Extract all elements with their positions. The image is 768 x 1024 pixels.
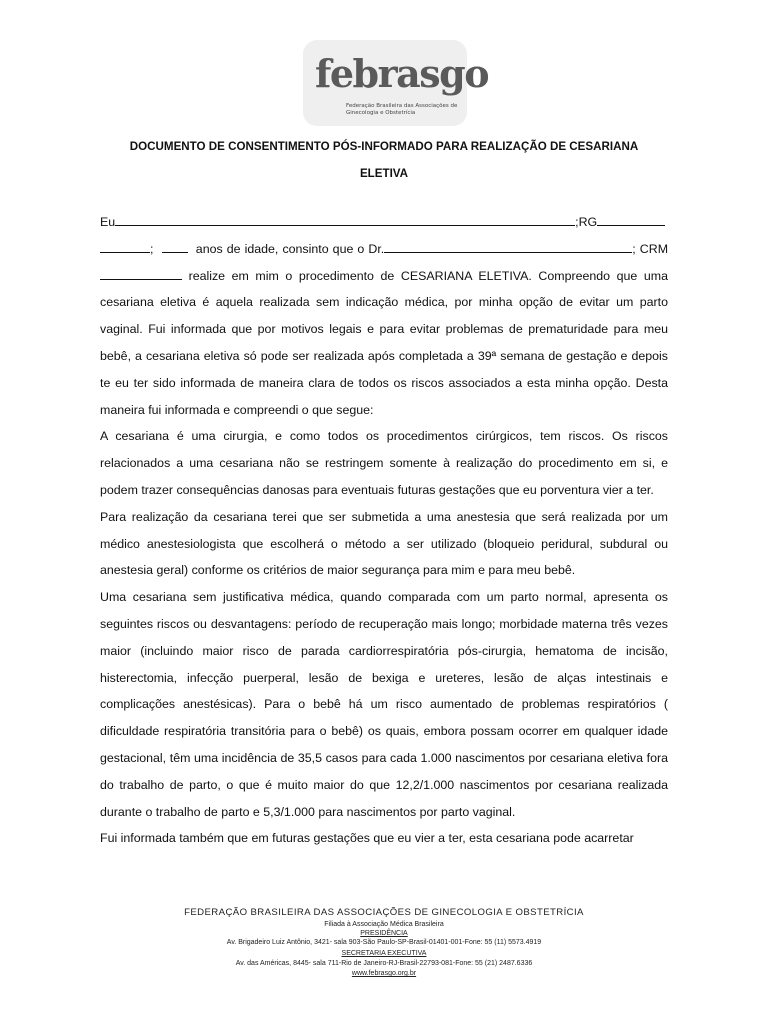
age-text: anos de idade, consinto que o Dr.: [195, 241, 385, 256]
age-separator: ;: [150, 241, 154, 256]
paragraph-risks: A cesariana é uma cirurgia, e como todos os procedimentos cirúrgicos, tem riscos. Os riscos relacionados a uma cesariana não se restringem somente à realização do procedimento em si, e podem trazer consequências danosas para eventuais futuras gestações que eu porventura vier a ter.: [100, 429, 668, 497]
eu-label: Eu: [100, 215, 116, 229]
footer-organization: FEDERAÇÃO BRASILEIRA DAS ASSOCIAÇÕES DE GINECOLOGIA E OBSTETRÍCIA: [184, 907, 584, 918]
rg-field[interactable]: [597, 213, 665, 226]
crm-field[interactable]: [100, 267, 182, 280]
age-field[interactable]: [162, 240, 188, 253]
document-title-line-1: DOCUMENTO DE CONSENTIMENTO PÓS-INFORMADO PARA REALIZAÇÃO DE CESARIANA: [129, 140, 639, 153]
rg-continuation-field[interactable]: [100, 240, 150, 253]
rg-label: ;RG: [575, 215, 598, 229]
febrasgo-logo: [315, 51, 489, 96]
crm-label: CRM: [639, 241, 669, 256]
paragraph-disadvantages: Uma cesariana sem justificativa médica, quando comparada com um parto normal, apresenta os seguintes riscos ou desvantagens: período de recuperação mais longo; morbidade materna três vezes maior (incluindo maior risco de parada cardiorrespiratória pós-cirurgia, hematoma de incisão, histerectomia, infecção puerperal, lesão de bexiga e ureteres, lesão de alças intestinais e complicações anestésicas). Para o bebê há um risco aumentado de problemas respiratórios ( dificuldade respiratória transitória para o bebê) os quais, embora possam ocorrer em qualquer idade gestacional, têm uma incidência de 35,5 casos para cada 1.000 nascimentos por cesariana eletiva fora do trabalho de parto, o que é muito maior do que 12,2/1.000 nascimentos por cesariana realizada durante o trabalho de parto e 5,3/1.000 para nascimentos por parto vaginal.: [100, 590, 668, 819]
name-field[interactable]: [115, 213, 575, 226]
logo-subtitle: Federação Brasileira das Associações de Ginecologia e Obstetrícia: [346, 103, 458, 116]
crm-text: realize em mim o procedimento de CESARIANA ELETIVA. Compreendo que uma cesariana eletiva é aquela realizada sem indicação médica, por minha opção de evitar um parto vaginal. Fui informada que por motivos legais e para evitar problemas de prematuridade para meu bebê, a cesariana eletiva só pode ser realizada após completada a 39ª semana de gestação e depois te eu ter sido informada de maneira clara de todos os riscos associados a esta minha opção. Desta maneira fui informada e compreendi o que segue:: [100, 268, 668, 417]
document-body: [100, 209, 668, 852]
paragraph-anesthesia: Para realização da cesariana terei que ser submetida a uma anestesia que será realizada por um médico anestesiologista que escolherá o método a ser utilizado (bloqueio peridural, subdural ou anestesia geral) conforme os critérios de maior segurança para mim e para meu bebê.: [100, 509, 668, 578]
footer-affiliation: Filiada à Associação Médica Brasileira: [324, 921, 444, 928]
footer-presidencia-address: Av. Brigadeiro Luiz Antônio, 3421- sala 903-São Paulo-SP-Brasil-01401-001-Fone: 55 (11) 5573.4919: [226, 939, 542, 946]
consent-form-paragraph: [100, 209, 668, 423]
document-title-line-2: ELETIVA: [359, 167, 409, 180]
footer-secretaria-heading: SECRETARIA EXECUTIVA: [341, 950, 427, 957]
footer-secretaria-address: Av. das Américas, 8445- sala 711-Rio de Janeiro-RJ-Brasil-22793-081-Fone: 55 (21) 2487.6336: [235, 960, 533, 967]
footer-website-link[interactable]: www.febrasgo.org.br: [351, 970, 417, 977]
doctor-name-field[interactable]: [384, 240, 632, 253]
logo-wordmark: febrasgo: [315, 51, 489, 96]
paragraph-future-pregnancies: Fui informada também que em futuras gestações que eu vier a ter, esta cesariana pode acarretar: [100, 831, 634, 846]
footer-presidencia-heading: PRESIDÊNCIA: [360, 930, 408, 937]
doctor-end: ;: [632, 241, 636, 256]
